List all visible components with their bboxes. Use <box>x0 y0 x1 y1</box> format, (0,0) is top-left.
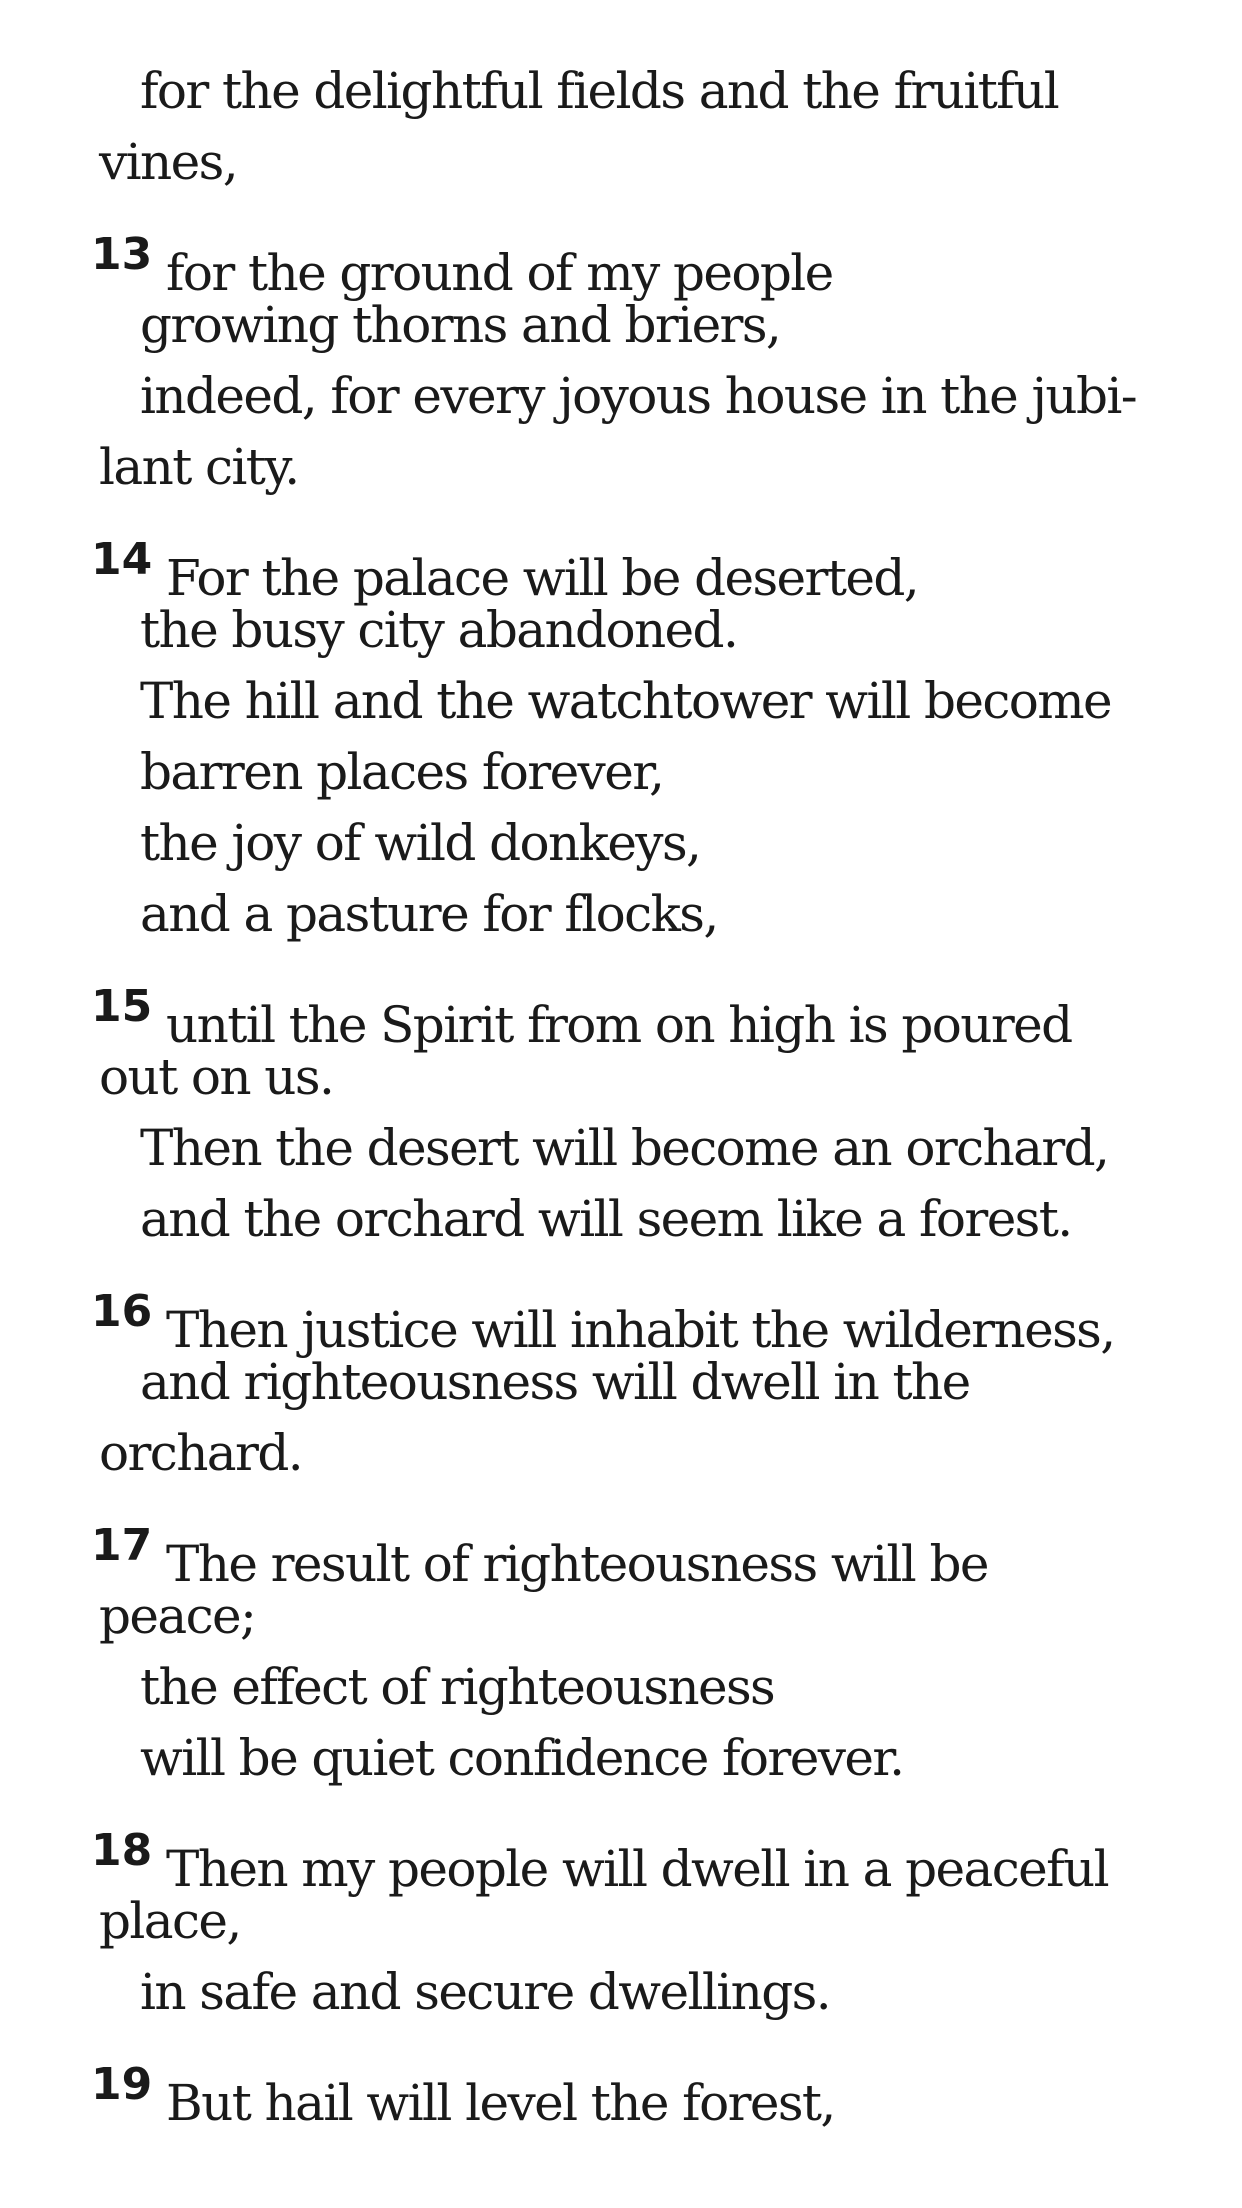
line-text: The hill and the watchtower will become <box>140 672 1112 730</box>
line-text: in safe and secure dwellings. <box>140 1963 831 2021</box>
text-line <box>99 1113 1199 1184</box>
verse-number: 13 <box>91 229 153 280</box>
line-text: out on us. <box>99 1048 334 1106</box>
text-line <box>99 595 1199 666</box>
line-text: the busy city abandoned. <box>140 601 738 659</box>
line-text: growing thorns and briers, <box>140 296 781 354</box>
line-text: for the ground of my people <box>166 244 833 302</box>
line-text: The result of righteousness will be <box>166 1535 988 1593</box>
text-line <box>99 1418 1199 1489</box>
verse-14-line <box>91 524 1199 607</box>
text-line <box>99 127 1199 198</box>
text-line <box>99 1652 1199 1723</box>
line-text: for the delightful fields and the fruitful <box>140 62 1059 120</box>
text-line <box>99 56 1199 127</box>
line-text: and righteousness will dwell in the <box>140 1353 970 1411</box>
line-text: Then justice will inhabit the wilderness, <box>166 1301 1115 1359</box>
verse-number: 14 <box>91 534 153 585</box>
line-text: until the Spirit from on high is poured <box>166 996 1072 1054</box>
text-line <box>99 432 1199 503</box>
verse-16-line <box>91 1276 1199 1359</box>
text-line <box>99 666 1199 737</box>
verse-15-line <box>91 971 1199 1054</box>
line-text: Then my people will dwell in a peaceful <box>166 1840 1108 1898</box>
verse-number: 18 <box>91 1825 153 1876</box>
line-text: Then the desert will become an orchard, <box>140 1119 1109 1177</box>
text-line <box>99 1957 1199 2028</box>
line-text: place, <box>99 1892 241 1950</box>
verse-number: 19 <box>91 2059 153 2110</box>
line-text: barren places forever, <box>140 743 664 801</box>
text-line <box>99 879 1199 950</box>
text-line <box>99 1184 1199 1255</box>
verse-13-line <box>91 219 1199 302</box>
verse-number: 15 <box>91 981 153 1032</box>
verse-19-line <box>91 2049 1199 2132</box>
line-text: But hail will level the forest, <box>166 2074 835 2132</box>
line-text: and the orchard will seem like a forest. <box>140 1190 1072 1248</box>
text-line <box>99 290 1199 361</box>
line-text: lant city. <box>99 438 299 496</box>
line-text: orchard. <box>99 1424 303 1482</box>
text-line <box>99 737 1199 808</box>
line-text: will be quiet confidence forever. <box>140 1729 904 1787</box>
line-text: the effect of righteousness <box>140 1658 775 1716</box>
line-text: For the palace will be deserted, <box>166 549 919 607</box>
verse-18-line <box>91 1815 1199 1898</box>
verse-17-line <box>91 1510 1199 1593</box>
line-text: indeed, for every joyous house in the jubi- <box>140 367 1137 425</box>
text-line <box>99 1723 1199 1794</box>
scripture-text <box>91 56 1199 2132</box>
line-text: vines, <box>99 133 237 191</box>
line-text: and a pasture for flocks, <box>140 885 718 943</box>
verse-number: 17 <box>91 1520 153 1571</box>
line-text: the joy of wild donkeys, <box>140 814 701 872</box>
verse-number: 16 <box>91 1286 153 1337</box>
text-line <box>99 361 1199 432</box>
text-line <box>99 808 1199 879</box>
line-text: peace; <box>99 1587 256 1645</box>
